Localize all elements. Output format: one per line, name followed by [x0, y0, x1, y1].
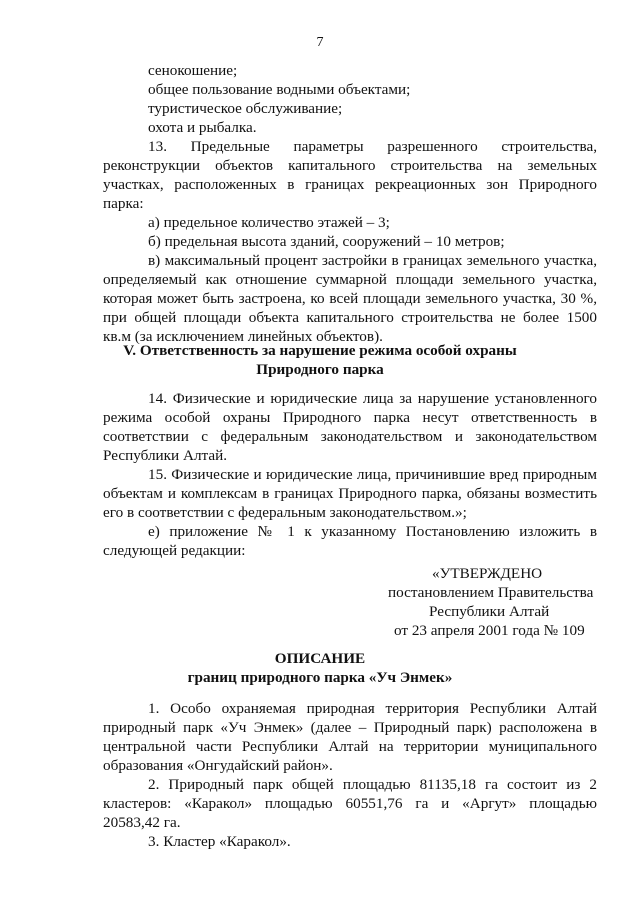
paragraph-line: реконструкции объектов капитального строительства на земельных — [103, 157, 597, 174]
paragraph-line: объектам и комплексам в границах Природного парка, обязаны возместить — [103, 485, 597, 502]
page-number: 7 — [316, 35, 324, 50]
paragraph-line: кластеров: «Каракол» площадью 60551,76 га и «Аргут» площадью — [103, 795, 597, 812]
list-item: туристическое обслуживание; — [148, 100, 343, 117]
paragraph-line: е) приложение № 1 к указанному Постановлению изложить в — [148, 523, 597, 540]
description-title: ОПИСАНИЕ — [274, 650, 366, 667]
approval-line: «УТВЕРЖДЕНО — [432, 565, 543, 582]
paragraph-line: режима особой охраны Природного парка несут ответственность в — [103, 409, 597, 426]
approval-line: Республики Алтай — [429, 603, 550, 620]
paragraph-line: 20583,42 га. — [103, 814, 181, 831]
list-item: б) предельная высота зданий, сооружений – 10 метров; — [148, 233, 505, 250]
paragraph-line: 14. Физические и юридические лица за нарушение установленного — [148, 390, 597, 407]
paragraph-line: при общей площади объекта капитального строительства не более 1500 — [103, 309, 597, 326]
paragraph-line: 2. Природный парк общей площадью 81135,18 га состоит из 2 — [148, 776, 597, 793]
paragraph-line: которая может быть застроена, ко всей площади земельного участка, 30 %, — [103, 290, 597, 307]
list-item: охота и рыбалка. — [148, 119, 257, 136]
paragraph-line: его в соответствии с федеральным законодательством.»; — [103, 504, 467, 521]
approval-line: от 23 апреля 2001 года № 109 — [394, 622, 585, 639]
paragraph-line: определяемый как отношение суммарной площади земельного участка, — [103, 271, 597, 288]
paragraph-line: кв.м (за исключением линейных объектов). — [103, 328, 383, 345]
list-item: сенокошение; — [148, 62, 238, 79]
paragraph-line: в) максимальный процент застройки в границах земельного участка, — [148, 252, 597, 269]
paragraph-line: 1. Особо охраняемая природная территория Республики Алтай — [148, 700, 597, 717]
list-item: общее пользование водными объектами; — [148, 81, 411, 98]
description-subtitle: границ природного парка «Уч Энмек» — [187, 669, 453, 686]
paragraph-line: центральной части Республики Алтай на территории муниципального — [103, 738, 597, 755]
paragraph-line: следующей редакции: — [103, 542, 246, 559]
paragraph-line: природный парк «Уч Энмек» (далее – Природный парк) расположена в — [103, 719, 597, 736]
paragraph-line: 15. Физические и юридические лица, причинившие вред природным — [148, 466, 597, 483]
paragraph-line: участках, расположенных в границах рекреационных зон Природного — [103, 176, 597, 193]
paragraph-line: 13. Предельные параметры разрешенного строительства, — [148, 138, 597, 155]
paragraph-line: соответствии с федеральным законодательством и законодательством — [103, 428, 597, 445]
list-item: а) предельное количество этажей – 3; — [148, 214, 390, 231]
paragraph-line: образования «Онгудайский район». — [103, 757, 333, 774]
paragraph-line: 3. Кластер «Каракол». — [148, 833, 291, 850]
paragraph-line: парка: — [103, 195, 144, 212]
paragraph-line: Республики Алтай. — [103, 447, 228, 464]
approval-line: постановлением Правительства — [388, 584, 594, 601]
section-heading: Природного парка — [256, 361, 384, 378]
section-heading: V. Ответственность за нарушение режима особой охраны — [123, 342, 517, 359]
